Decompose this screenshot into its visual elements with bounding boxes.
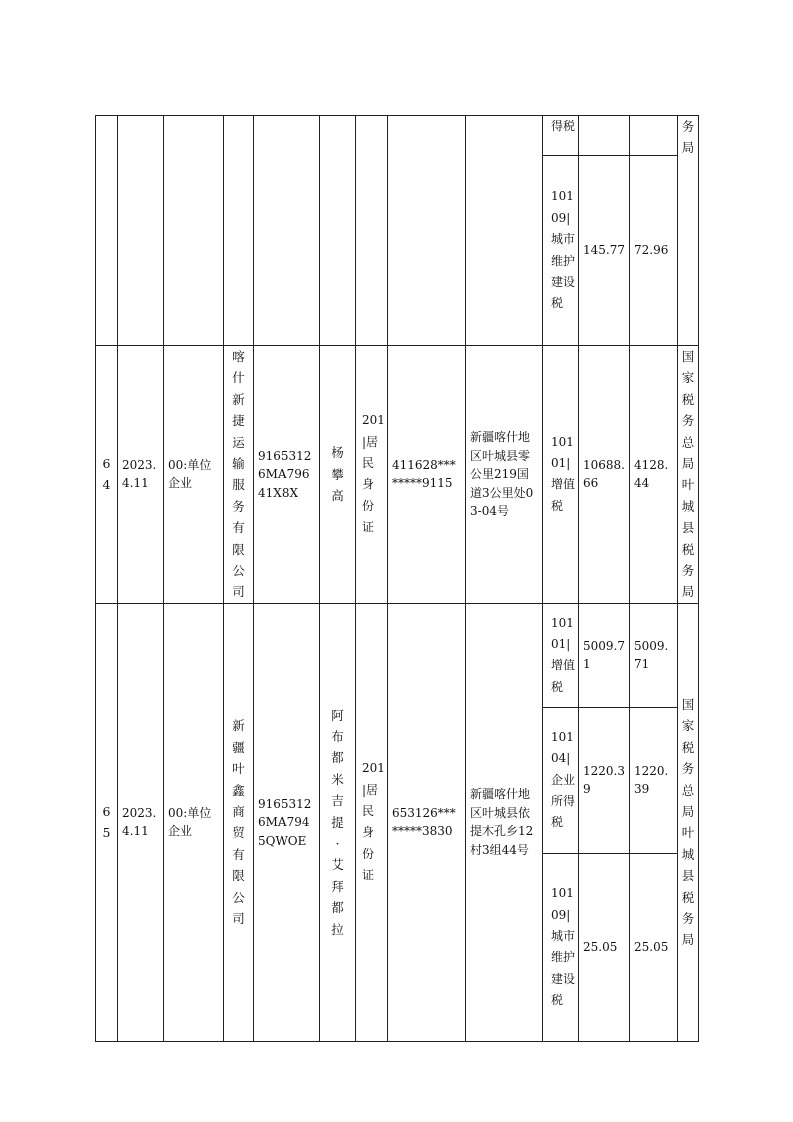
record-date: 2023.4.11 (118, 603, 164, 1041)
table-row (96, 346, 699, 604)
tax-authority: 国家税务总局叶城县税务局 (681, 696, 695, 948)
row-number: 65 (102, 803, 111, 841)
tax-amount: 25.05 (579, 853, 630, 1041)
id-number: 653126*** *****3830 (388, 603, 466, 1041)
tax-authority-fragment: 务局 (681, 119, 695, 156)
tax-amount: 10688.66 (579, 346, 630, 604)
id-type: 201|居民身份证 (356, 603, 388, 1041)
company-name: 新疆叶鑫商贸有限公司 (232, 718, 245, 926)
address: 新疆喀什地区叶城县零公里219国道3公里处03-04号 (466, 346, 543, 604)
paid-amount: 4128.44 (630, 346, 678, 604)
tax-type: 10104|企业所得税 (543, 707, 579, 853)
paid-amount: 5009.71 (630, 603, 678, 707)
tax-authority: 国家税务总局叶城县税务局 (681, 349, 695, 600)
paid-amount: 72.96 (630, 156, 678, 346)
tax-type-fragment: 得税 (543, 116, 579, 156)
person-name: 杨攀高 (331, 445, 344, 504)
unit-type: 00:单位企业 (164, 603, 224, 1041)
person-name: 阿布都米吉提·艾拜都拉 (331, 707, 344, 937)
table-row (96, 603, 699, 707)
tax-record-table (95, 115, 699, 1042)
paid-amount: 1220.39 (630, 707, 678, 853)
paid-amount: 25.05 (630, 853, 678, 1041)
tax-type: 10101|增值税 (543, 603, 579, 707)
company-name: 喀什新捷运输服务有限公司 (232, 349, 245, 600)
record-date: 2023.4.11 (118, 346, 164, 604)
table-row (96, 116, 699, 156)
tax-amount: 5009.71 (579, 603, 630, 707)
credit-code: 91653126MA79641X8X (254, 346, 320, 604)
id-number: 411628*** *****9115 (388, 346, 466, 604)
tax-amount: 1220.39 (579, 707, 630, 853)
tax-type: 10101|增值税 (543, 346, 579, 604)
tax-type: 10109|城市维护建设税 (543, 156, 579, 346)
tax-type: 10109|城市维护建设税 (543, 853, 579, 1041)
tax-amount: 145.77 (579, 156, 630, 346)
credit-code: 91653126MA7945QWOE (254, 603, 320, 1041)
id-type: 201|居民身份证 (356, 346, 388, 604)
address: 新疆喀什地区叶城县依提木孔乡12村3组44号 (466, 603, 543, 1041)
row-number: 64 (102, 456, 111, 493)
unit-type: 00:单位企业 (164, 346, 224, 604)
